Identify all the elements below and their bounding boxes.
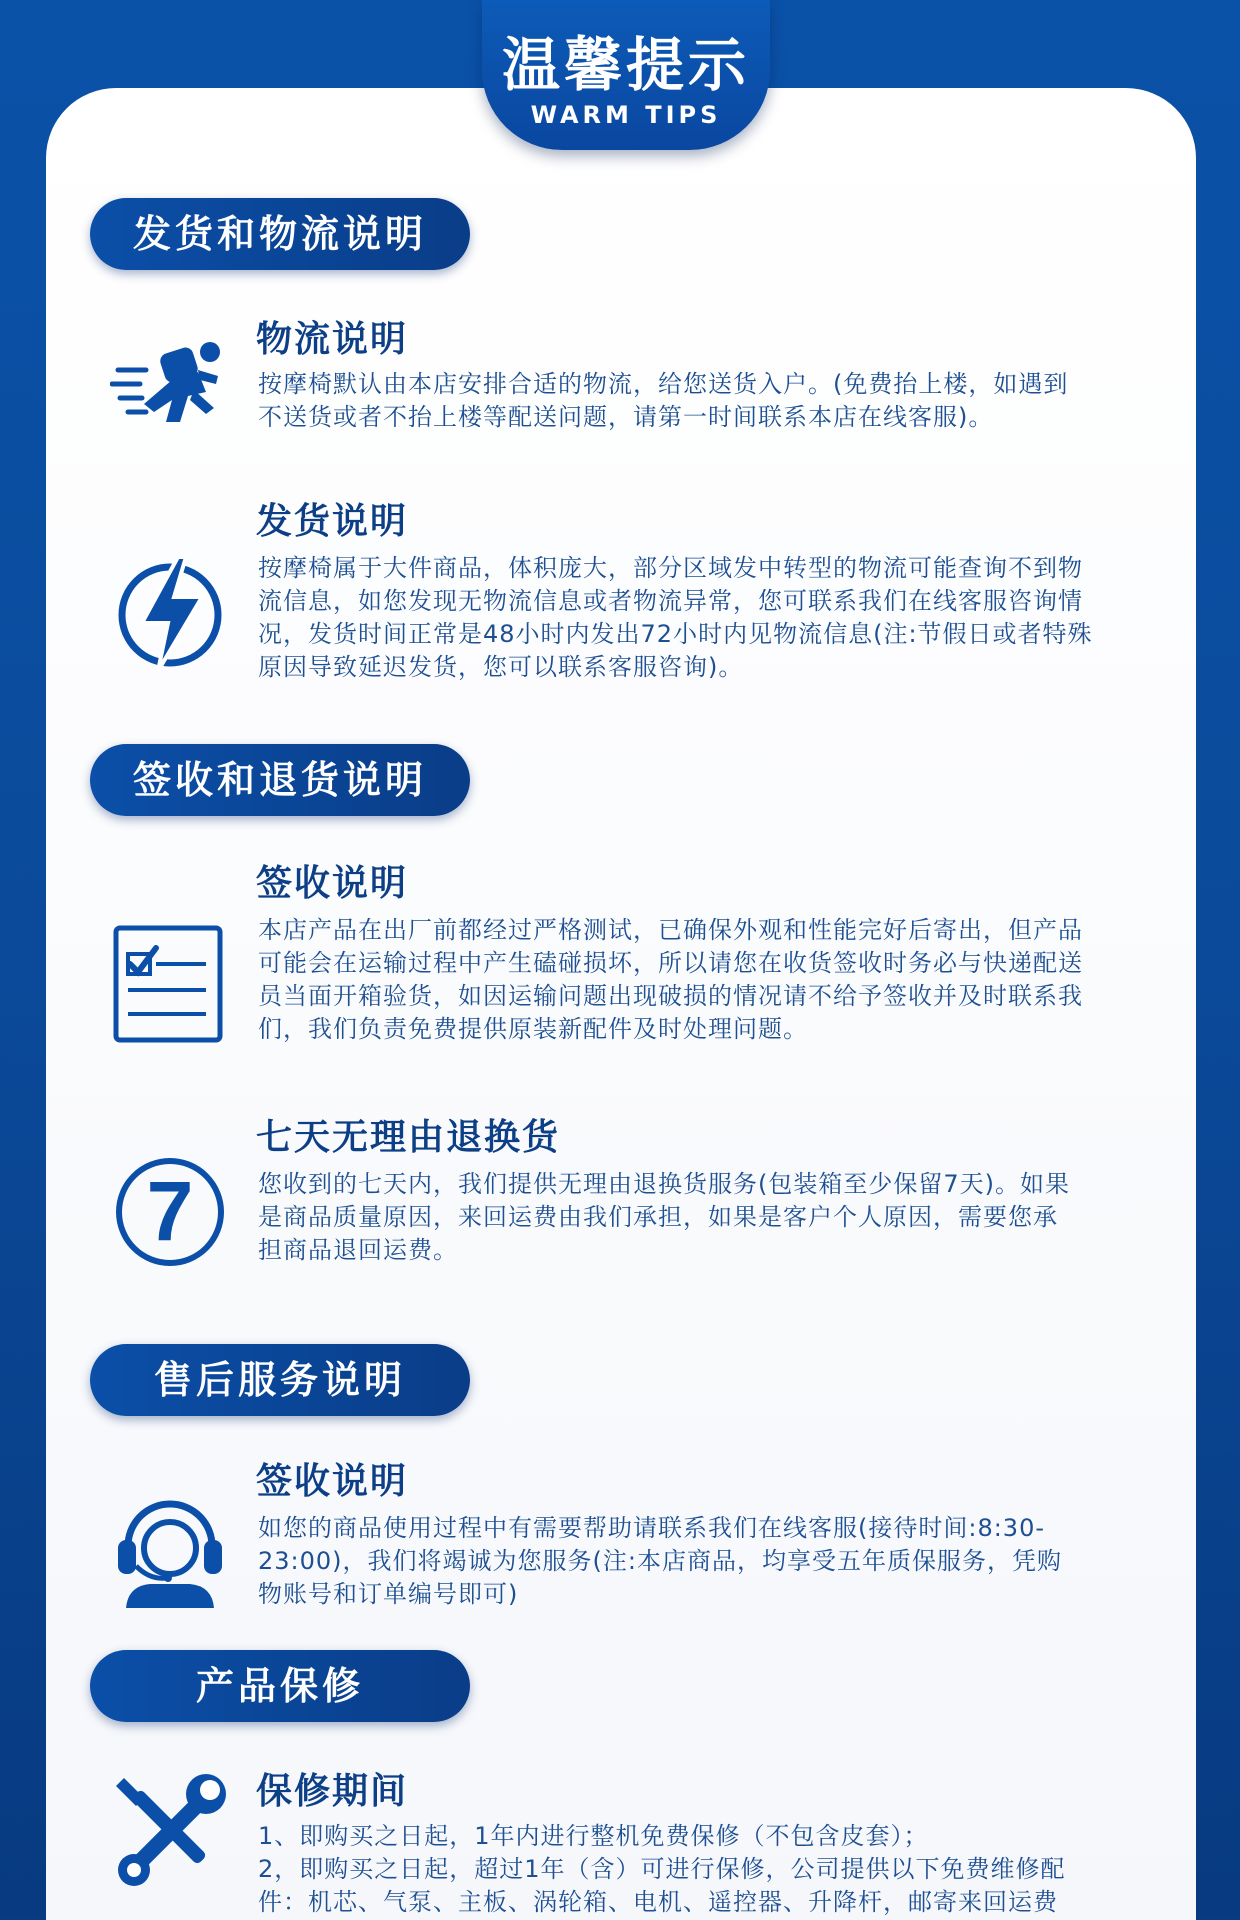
section-label-after-sales: 售后服务说明: [90, 1344, 470, 1416]
item-title-seven-day: 七天无理由退换货: [256, 1117, 561, 1158]
item-text-seven-day: 您收到的七天内，我们提供无理由退换货服务(包装箱至少保留7天)。如果 是商品质量原因，来回运费由我们承担，如果是客户个人原因，需要您承 担商品退回运费。: [258, 1170, 1070, 1264]
checklist-icon: [110, 924, 230, 1044]
item-text-shipping: 按摩椅属于大件商品，体积庞大，部分区域发中转型的物流可能查询不到物 流信息，如您发现无物流信息或者物流异常，您可联系我们在线客服咨询情 况，发货时间正常是48小时内发出72小时内见物流信息(注:节假日或者特殊 原因导致延迟发货，您可以联系客服咨询)。: [258, 554, 1093, 681]
item-title-shipping: 发货说明: [256, 501, 409, 542]
section-label-shipping: 发货和物流说明: [90, 198, 470, 270]
item-title-after-sales: 签收说明: [256, 1461, 409, 1502]
header-title: 温馨提示: [501, 31, 750, 99]
running-courier-icon: [110, 330, 230, 450]
header-badge: [482, 0, 770, 150]
item-text-after-sales: 如您的商品使用过程中有需要帮助请联系我们在线客服(接待时间:8:30- 23:00)，我们将竭诚为您服务(注:本店商品，均享受五年质保服务，凭购 物账号和订单编号即可): [258, 1514, 1062, 1608]
item-text-receipt: 本店产品在出厂前都经过严格测试，已确保外观和性能完好后寄出，但产品 可能会在运输过程中产生磕碰损坏，所以请您在收货签收时务必与快递配送 员当面开箱验货，如因运输问题出现破损的情况请不给予签收并及时联系我 们，我们负责免费提供原装新配件及时处理问题。: [258, 916, 1083, 1043]
section-label-warranty: 产品保修: [90, 1650, 470, 1722]
svg-text:7: 7: [146, 1164, 194, 1258]
item-title-warranty-period: 保修期间: [256, 1771, 409, 1812]
headset-agent-icon: [110, 1488, 230, 1608]
header-subtitle: WARM TIPS: [530, 101, 722, 129]
item-text-logistics: 按摩椅默认由本店安排合适的物流，给您送货入户。(免费抬上楼，如遇到 不送货或者不抬上楼等配送问题，请第一时间联系本店在线客服)。: [258, 370, 1069, 431]
tools-icon: [110, 1772, 230, 1892]
item-title-logistics: 物流说明: [256, 319, 409, 360]
section-label-receipt-returns: 签收和退货说明: [90, 744, 470, 816]
item-text-warranty-period: 1、即购买之日起，1年内进行整机免费保修（不包含皮套）； 2，即购买之日起，超过1年（含）可进行保修，公司提供以下免费维修配 件：机芯、气泵、主板、涡轮箱、电机、遥控器、升降杆，邮寄来回运费: [258, 1822, 1066, 1916]
item-title-receipt: 签收说明: [256, 863, 409, 904]
seven-icon: [110, 1152, 230, 1272]
lightning-icon: [110, 553, 230, 673]
